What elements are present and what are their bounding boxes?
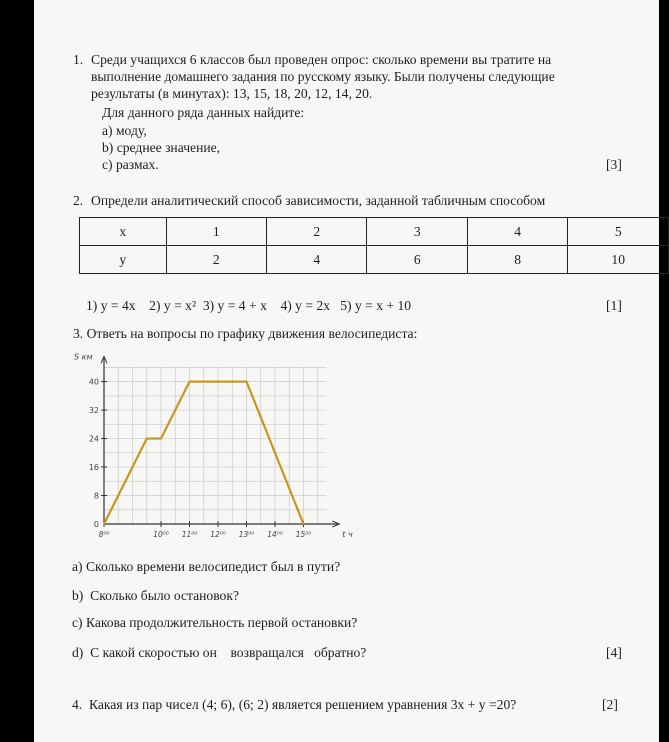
y-tick-label: 0 [93, 520, 99, 529]
x-tick-label: 15⁰⁰ [295, 530, 312, 539]
data-point [246, 381, 248, 383]
worksheet-page [34, 0, 659, 742]
x-axis-label: t ч [342, 530, 353, 539]
table-cell: y [80, 246, 167, 274]
table-cell: 2 [166, 246, 266, 274]
q4-marks: [2] [602, 697, 618, 712]
table-cell: 4 [467, 218, 567, 246]
q3-title: 3. Ответь на вопросы по графику движения велосипедиста: [73, 326, 418, 341]
q3-question-b: b) Сколько было остановок? [72, 588, 239, 603]
table-cell: 2 [267, 218, 367, 246]
q4-text: 4. Какая из пар чисел (4; 6), (6; 2) является решением уравнения 3x + y =20? [72, 697, 517, 712]
cyclist-graph-svg [66, 352, 353, 552]
q1-line-2: выполнение домашнего задания по русскому языку. Были получены следующие [91, 69, 555, 84]
q1-number: 1. [73, 52, 84, 67]
q1-line-3: результаты (в минутах): 13, 15, 18, 20, 12, 14, 20. [91, 86, 373, 101]
cyclist-graph [66, 352, 353, 552]
data-point [217, 381, 219, 383]
q1-line-1: Среди учащихся 6 классов был проведен опрос: сколько времени вы тратите на [91, 52, 552, 67]
y-tick-label: 40 [88, 377, 99, 387]
x-tick-label: 14⁰⁰ [267, 530, 283, 539]
x-tick-label: 10⁰⁰ [153, 530, 169, 539]
y-tick-label: 8 [93, 491, 99, 501]
xy-table [79, 217, 669, 274]
data-point [303, 523, 305, 525]
y-tick-label: 32 [88, 406, 99, 416]
x-tick-label: 12⁰⁰ [210, 530, 226, 539]
data-point [146, 438, 148, 440]
q3-marks: [4] [606, 645, 622, 660]
table-cell: 3 [367, 218, 467, 246]
q2-text: Определи аналитический способ зависимости, заданной табличным способом [91, 193, 546, 208]
table-row-x [80, 218, 669, 246]
y-tick-label: 24 [88, 434, 99, 444]
q1-item-a: a) моду, [102, 123, 147, 138]
x-tick-label: 13⁰⁰ [238, 530, 255, 539]
q3-question-c: c) Какова продолжительность первой остановки? [72, 615, 358, 630]
q1-item-c: c) размах. [102, 157, 159, 172]
q1-item-b: b) среднее значение, [102, 140, 221, 155]
table-cell: 5 [568, 218, 669, 246]
table-cell: 8 [467, 246, 567, 274]
table-cell: 6 [367, 246, 467, 274]
table-cell: 4 [267, 246, 367, 274]
y-axis-label: S км [74, 352, 93, 362]
y-tick-label: 16 [88, 463, 99, 473]
x-tick-label: 8⁰⁰ [98, 530, 110, 539]
q2-options: 1) y = 4x 2) y = x² 3) y = 4 + x 4) y = 2x 5) y = x + 10 [86, 298, 412, 313]
x-tick-label: 11⁰⁰ [181, 530, 198, 539]
table-cell: x [80, 218, 167, 246]
data-point [103, 523, 105, 525]
data-point [160, 438, 162, 440]
q3-question-d: d) С какой скоростью он возвращался обратно? [72, 645, 367, 660]
table-cell: 10 [568, 246, 669, 274]
q1-marks: [3] [606, 157, 622, 172]
q3-question-a: a) Сколько времени велосипедист был в пути? [72, 559, 341, 574]
q1-task: Для данного ряда данных найдите: [102, 105, 305, 120]
table-cell: 1 [166, 218, 266, 246]
data-point [189, 381, 191, 383]
q2-number: 2. [73, 193, 84, 208]
table-row-y [80, 246, 669, 274]
q2-marks: [1] [606, 298, 622, 313]
